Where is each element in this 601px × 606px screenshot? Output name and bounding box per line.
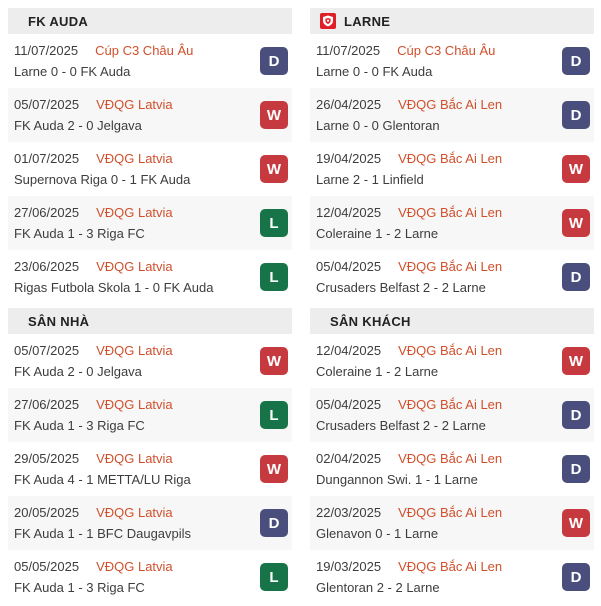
match-row[interactable]: [310, 550, 594, 604]
match-result: Crusaders Belfast 2 - 2 Larne: [316, 418, 486, 433]
match-row[interactable]: [310, 250, 594, 304]
form-section: [8, 8, 292, 304]
section-header: [310, 8, 594, 34]
competition-link[interactable]: VĐQG Latvia: [96, 205, 173, 220]
match-row[interactable]: [8, 196, 292, 250]
match-date: 19/04/2025: [316, 151, 382, 166]
outcome-badge: W: [260, 347, 288, 375]
form-section: [8, 308, 292, 604]
match-date: 01/07/2025: [14, 151, 80, 166]
outcome-badge: L: [260, 263, 288, 291]
match-info: [310, 43, 495, 79]
match-list: [8, 334, 292, 604]
outcome-badge: D: [562, 455, 590, 483]
match-result: Glenavon 0 - 1 Larne: [316, 526, 439, 541]
match-date: 27/06/2025: [14, 397, 80, 412]
match-date: 23/06/2025: [14, 259, 80, 274]
competition-link[interactable]: VĐQG Bắc Ai Len: [398, 205, 503, 220]
match-info: [8, 451, 191, 487]
outcome-badge: L: [260, 209, 288, 237]
match-info: [8, 397, 173, 433]
match-row[interactable]: [310, 196, 594, 250]
match-result: Dungannon Swi. 1 - 1 Larne: [316, 472, 478, 487]
match-info: [8, 343, 173, 379]
match-info: [310, 205, 502, 241]
outcome-badge: D: [562, 563, 590, 591]
match-row[interactable]: [310, 34, 594, 88]
match-date: 12/04/2025: [316, 205, 382, 220]
form-section: [310, 308, 594, 604]
section-header: [8, 8, 292, 34]
match-row[interactable]: [310, 442, 594, 496]
team-column: [8, 8, 292, 606]
match-row[interactable]: [310, 388, 594, 442]
competition-link[interactable]: Cúp C3 Châu Âu: [397, 43, 496, 58]
match-date: 20/05/2025: [14, 505, 80, 520]
match-info: [8, 559, 173, 595]
match-result: FK Auda 2 - 0 Jelgava: [14, 118, 142, 133]
match-result: Glentoran 2 - 2 Larne: [316, 580, 440, 595]
match-row[interactable]: [310, 334, 594, 388]
outcome-badge: W: [562, 155, 590, 183]
match-result: Coleraine 1 - 2 Larne: [316, 226, 439, 241]
match-info: [310, 559, 502, 595]
competition-link[interactable]: VĐQG Latvia: [96, 97, 173, 112]
competition-link[interactable]: VĐQG Bắc Ai Len: [398, 397, 503, 412]
match-result: Coleraine 1 - 2 Larne: [316, 364, 439, 379]
match-date: 11/07/2025: [14, 43, 79, 58]
team-column: [310, 8, 594, 606]
match-result: FK Auda 1 - 3 Riga FC: [14, 226, 145, 241]
match-list: [310, 34, 594, 304]
section-title: SÂN KHÁCH: [330, 313, 411, 329]
match-info: [8, 505, 191, 541]
match-date: 29/05/2025: [14, 451, 80, 466]
match-date: 27/06/2025: [14, 205, 80, 220]
match-row[interactable]: [8, 250, 292, 304]
match-info: [310, 505, 502, 541]
match-row[interactable]: [8, 142, 292, 196]
outcome-badge: W: [260, 101, 288, 129]
match-date: 11/07/2025: [316, 43, 381, 58]
section-header: [8, 308, 292, 334]
outcome-badge: D: [562, 47, 590, 75]
match-result: FK Auda 2 - 0 Jelgava: [14, 364, 142, 379]
match-info: [310, 259, 502, 295]
match-date: 05/04/2025: [316, 397, 382, 412]
match-info: [8, 259, 213, 295]
match-result: Rigas Futbola Skola 1 - 0 FK Auda: [14, 280, 214, 295]
match-date: 19/03/2025: [316, 559, 382, 574]
competition-link[interactable]: VĐQG Latvia: [96, 151, 173, 166]
outcome-badge: L: [260, 563, 288, 591]
match-result: Supernova Riga 0 - 1 FK Auda: [14, 172, 191, 187]
match-list: [8, 34, 292, 304]
match-info: [310, 151, 502, 187]
larne-crest-icon: [320, 13, 336, 29]
match-row[interactable]: [8, 388, 292, 442]
match-row[interactable]: [8, 496, 292, 550]
match-row[interactable]: [8, 550, 292, 604]
match-list: [310, 334, 594, 604]
match-info: [8, 205, 173, 241]
match-result: FK Auda 4 - 1 METTA/LU Riga: [14, 472, 191, 487]
competition-link[interactable]: VĐQG Latvia: [96, 343, 173, 358]
match-date: 02/04/2025: [316, 451, 382, 466]
match-date: 05/04/2025: [316, 259, 382, 274]
match-result: Larne 2 - 1 Linfield: [316, 172, 424, 187]
match-date: 05/07/2025: [14, 97, 80, 112]
outcome-badge: D: [260, 509, 288, 537]
outcome-badge: W: [260, 455, 288, 483]
match-info: [8, 97, 173, 133]
match-date: 05/07/2025: [14, 343, 80, 358]
match-info: [310, 451, 502, 487]
competition-link[interactable]: VĐQG Latvia: [96, 259, 173, 274]
match-info: [8, 43, 193, 79]
match-row[interactable]: [8, 442, 292, 496]
section-title: FK AUDA: [28, 13, 89, 29]
match-info: [310, 97, 502, 133]
match-row[interactable]: [310, 88, 594, 142]
match-info: [310, 343, 502, 379]
competition-link[interactable]: VĐQG Bắc Ai Len: [398, 259, 503, 274]
form-section: [310, 8, 594, 304]
outcome-badge: W: [562, 509, 590, 537]
outcome-badge: D: [562, 101, 590, 129]
section-title: SÂN NHÀ: [28, 313, 90, 329]
match-row[interactable]: [310, 496, 594, 550]
outcome-badge: L: [260, 401, 288, 429]
outcome-badge: W: [562, 347, 590, 375]
match-result: Larne 0 - 0 Glentoran: [316, 118, 440, 133]
match-date: 05/05/2025: [14, 559, 80, 574]
match-result: FK Auda 1 - 3 Riga FC: [14, 580, 145, 595]
competition-link[interactable]: VĐQG Bắc Ai Len: [398, 97, 503, 112]
competition-link[interactable]: Cúp C3 Châu Âu: [95, 43, 194, 58]
match-row[interactable]: [8, 34, 292, 88]
match-date: 22/03/2025: [316, 505, 382, 520]
match-info: [8, 151, 190, 187]
competition-link[interactable]: VĐQG Latvia: [96, 505, 173, 520]
competition-link[interactable]: VĐQG Bắc Ai Len: [398, 343, 503, 358]
competition-link[interactable]: VĐQG Latvia: [96, 397, 173, 412]
competition-link[interactable]: VĐQG Bắc Ai Len: [398, 151, 503, 166]
outcome-badge: D: [562, 263, 590, 291]
match-row[interactable]: [310, 142, 594, 196]
match-row[interactable]: [8, 334, 292, 388]
outcome-badge: D: [260, 47, 288, 75]
competition-link[interactable]: VĐQG Latvia: [96, 451, 173, 466]
outcome-badge: D: [562, 401, 590, 429]
match-result: FK Auda 1 - 3 Riga FC: [14, 418, 145, 433]
section-header: [310, 308, 594, 334]
outcome-badge: W: [260, 155, 288, 183]
competition-link[interactable]: VĐQG Bắc Ai Len: [398, 451, 503, 466]
match-date: 12/04/2025: [316, 343, 382, 358]
match-date: 26/04/2025: [316, 97, 382, 112]
competition-link[interactable]: VĐQG Latvia: [96, 559, 173, 574]
match-result: Crusaders Belfast 2 - 2 Larne: [316, 280, 486, 295]
match-result: FK Auda 1 - 1 BFC Daugavpils: [14, 526, 192, 541]
match-row[interactable]: [8, 88, 292, 142]
match-info: [310, 397, 502, 433]
competition-link[interactable]: VĐQG Bắc Ai Len: [398, 505, 503, 520]
competition-link[interactable]: VĐQG Bắc Ai Len: [398, 559, 503, 574]
section-title: LARNE: [344, 13, 391, 29]
outcome-badge: W: [562, 209, 590, 237]
match-result: Larne 0 - 0 FK Auda: [14, 64, 131, 79]
match-result: Larne 0 - 0 FK Auda: [316, 64, 433, 79]
